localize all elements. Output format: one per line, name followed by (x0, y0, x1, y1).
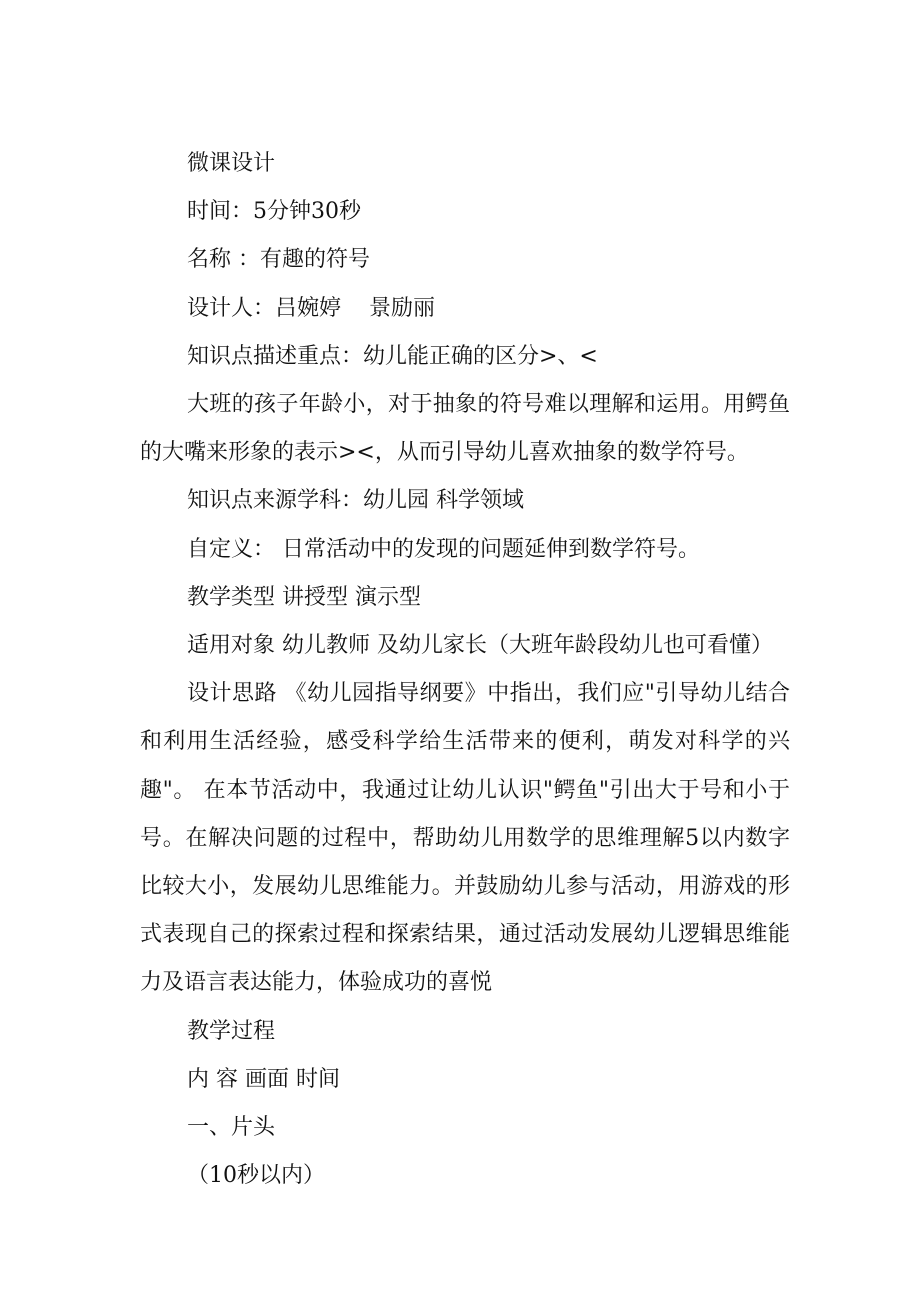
teaching-type-line: 教学类型 讲授型 演示型 (187, 584, 421, 610)
subject-source-line: 知识点来源学科：幼儿园 科学领域 (187, 488, 524, 514)
definition-line: 自定义： 日常活动中的发现的问题延伸到数学符号。 (187, 536, 700, 562)
design-rationale: 设计思路 《幼儿园指导纲要》中指出，我们应"引导幼儿结合和利用生活经验，感受科学给生活带来的便利，萌发对科学的兴趣"。 在本节活动中，我通过让幼儿认识"鳄鱼"引出大于号和小于号。在解决问题的过程中，帮助幼儿用数学的思维理解5以内数字比较大小，发展幼儿思维能力。并鼓励幼儿参与活动，用游戏的形式表现自己的探索过程和探索结果，通过活动发展幼儿逻辑思维能力及语言表达能力，体验成功的喜悦 (140, 681, 790, 996)
doc-title: 微课设计 (187, 151, 276, 176)
key-point-description: 大班的孩子年龄小，对于抽象的符号难以理解和运用。用鳄鱼的大嘴来形象的表示><，从而引导幼儿喜欢抽象的数学符号。 (140, 392, 790, 466)
designers-line: 设计人：吕婉婷 景励丽 (187, 295, 435, 321)
audience-line: 适用对象 幼儿教师 及幼儿家长（大班年龄段幼儿也可看懂） (187, 633, 773, 659)
table-header-line: 内 容 画面 时间 (187, 1066, 340, 1092)
document-body (140, 140, 790, 1200)
teaching-process-heading: 教学过程 (187, 1018, 276, 1044)
section-one-duration: （10秒以内） (187, 1163, 325, 1189)
section-one-heading: 一、片头 (187, 1115, 276, 1141)
key-point-line: 知识点描述重点：幼儿能正确的区分>、< (187, 343, 598, 369)
lesson-name-line: 名称 ：有趣的符号 (187, 247, 370, 273)
duration-line: 时间：5分钟30秒 (187, 199, 361, 225)
